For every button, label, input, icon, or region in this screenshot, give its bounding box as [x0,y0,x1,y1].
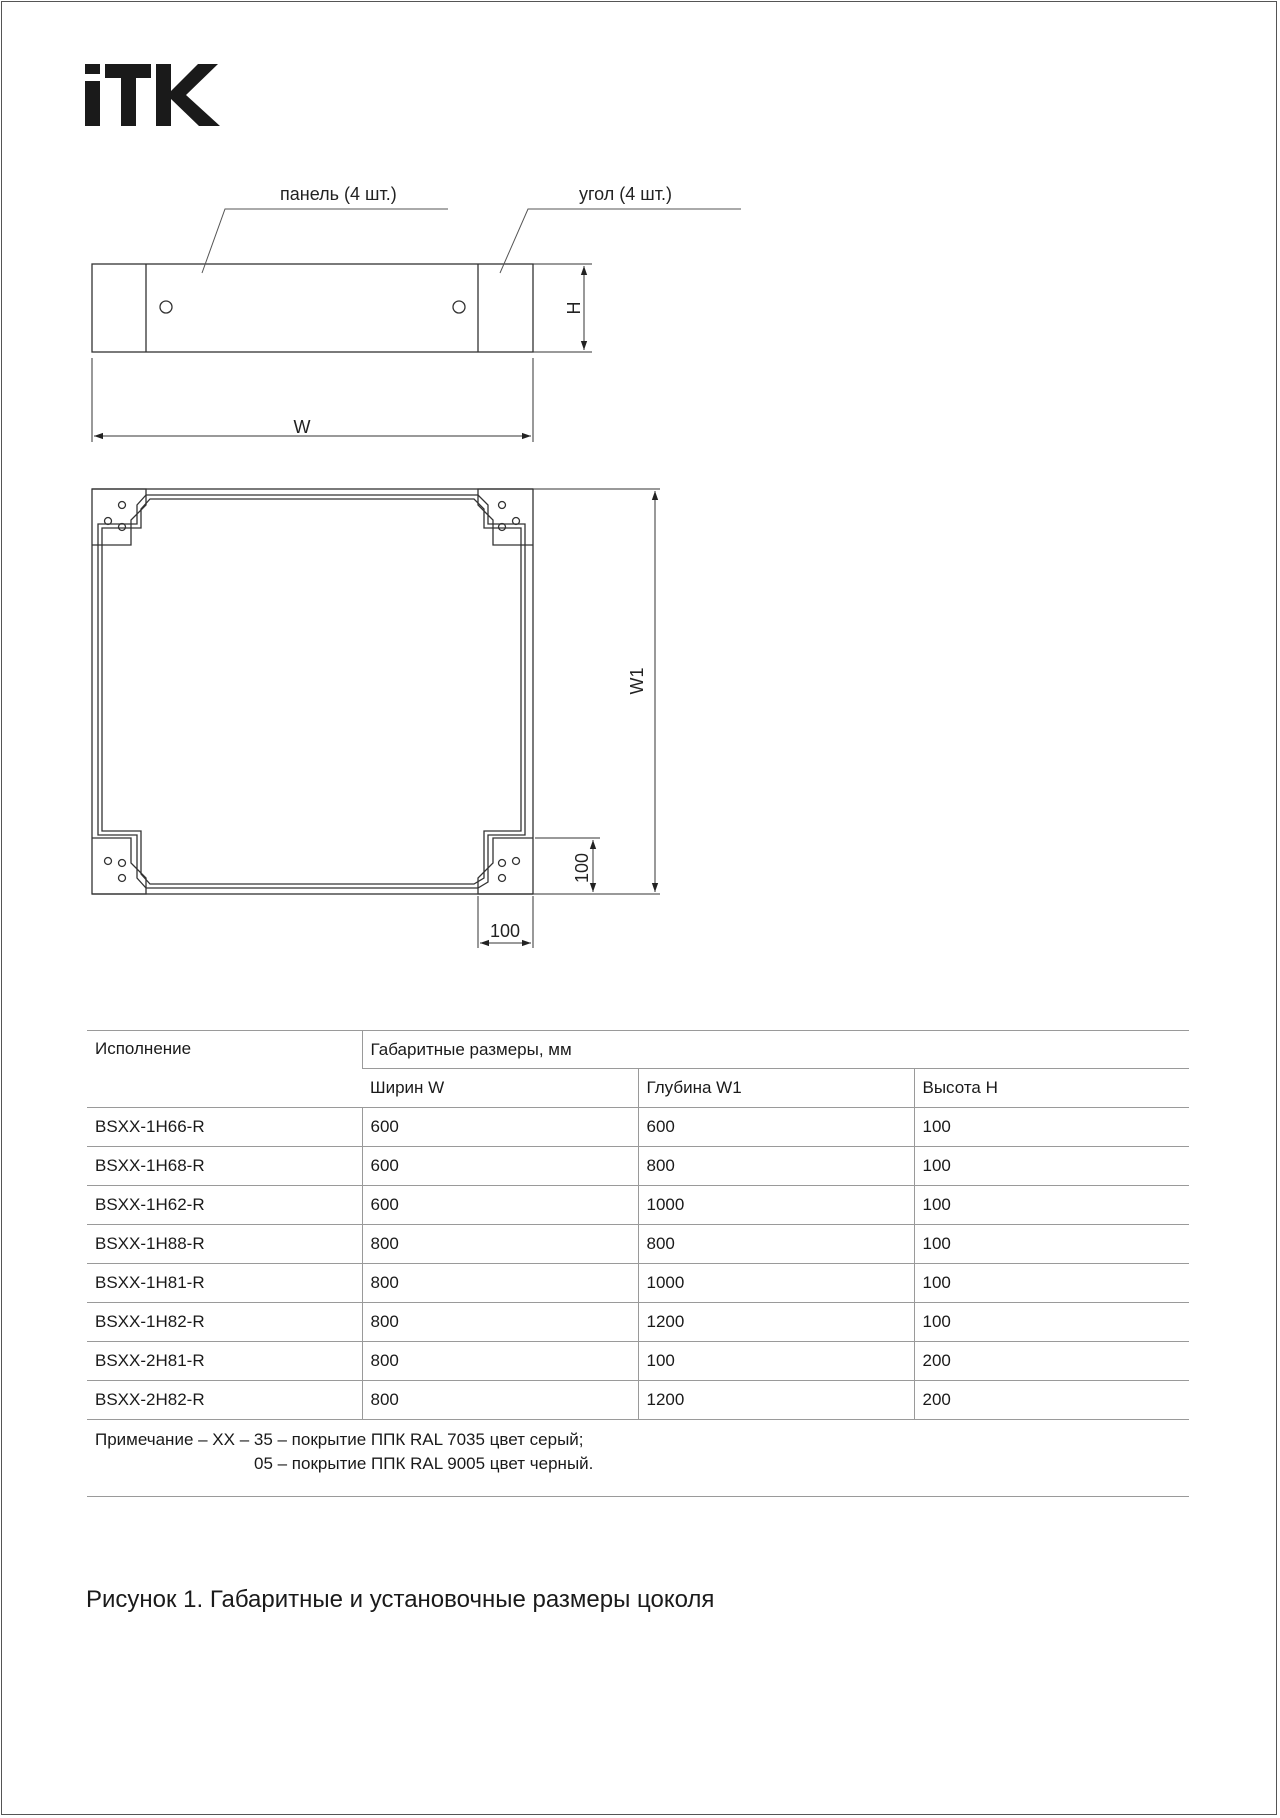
cell-width: 600 [362,1186,638,1225]
table-row [87,1186,1189,1225]
header-variant: Исполнение [87,1031,362,1108]
table-row [87,1108,1189,1147]
cell-width: 800 [362,1342,638,1381]
note-line-2: 05 – покрытие ППК RAL 9005 цвет черный. [254,1454,594,1473]
table-note-row [87,1420,1189,1497]
cell-height: 100 [914,1225,1189,1264]
header-dimensions: Габаритные размеры, мм [362,1031,1189,1069]
width-dimension [92,358,533,442]
table-row [87,1225,1189,1264]
width-label: W [293,417,311,437]
cell-width: 800 [362,1303,638,1342]
cell-height: 100 [914,1147,1189,1186]
cell-height: 200 [914,1381,1189,1420]
cell-depth: 1200 [638,1381,914,1420]
dimensions-table [87,1030,1189,1497]
cell-width: 600 [362,1108,638,1147]
header-width: Ширин W [362,1069,638,1108]
cell-code: BSXX-1H88-R [87,1225,362,1264]
cell-code: BSXX-1H81-R [87,1264,362,1303]
cell-code: BSXX-2H81-R [87,1342,362,1381]
cell-height: 200 [914,1342,1189,1381]
table-row [87,1303,1189,1342]
cell-depth: 800 [638,1147,914,1186]
cell-width: 800 [362,1264,638,1303]
cell-depth: 1200 [638,1303,914,1342]
cell-depth: 1000 [638,1264,914,1303]
cell-depth: 800 [638,1225,914,1264]
figure-caption: Рисунок 1. Габаритные и установочные размеры цоколя [86,1586,715,1613]
cell-code: BSXX-1H68-R [87,1147,362,1186]
cell-depth: 600 [638,1108,914,1147]
note-line-1: Примечание – XX – 35 – покрытие ППК RAL 7035 цвет серый; [95,1430,584,1449]
table-row [87,1264,1189,1303]
cell-code: BSXX-1H62-R [87,1186,362,1225]
cell-height: 100 [914,1186,1189,1225]
header-height: Высота H [914,1069,1189,1108]
table-row [87,1147,1189,1186]
corner-height-label: 100 [572,852,592,884]
side-view [92,264,533,352]
cell-height: 100 [914,1108,1189,1147]
table-header-row [87,1031,1189,1069]
cell-depth: 100 [638,1342,914,1381]
table-row [87,1381,1189,1420]
table-row [87,1342,1189,1381]
corner-width-label: 100 [489,921,521,941]
depth-label: W1 [627,667,647,695]
cell-depth: 1000 [638,1186,914,1225]
corner-label: угол (4 шт.) [579,184,672,204]
cell-code: BSXX-2H82-R [87,1381,362,1420]
cell-height: 100 [914,1303,1189,1342]
panel-label: панель (4 шт.) [280,184,397,204]
header-depth: Глубина W1 [638,1069,914,1108]
cell-width: 600 [362,1147,638,1186]
cell-width: 800 [362,1225,638,1264]
height-label: H [564,301,584,315]
cell-code: BSXX-1H66-R [87,1108,362,1147]
cell-height: 100 [914,1264,1189,1303]
top-view [92,489,533,894]
cell-code: BSXX-1H82-R [87,1303,362,1342]
cell-width: 800 [362,1381,638,1420]
table-note [87,1420,1189,1497]
